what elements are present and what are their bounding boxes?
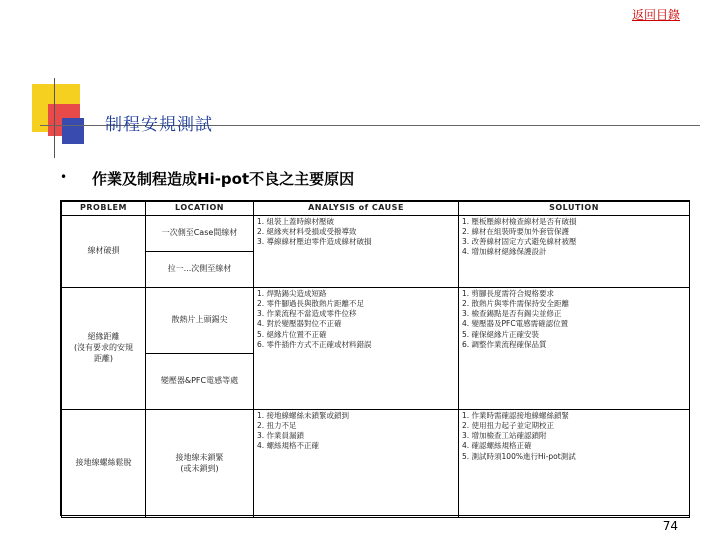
location-cell: 接地線未鎖緊 (或未鎖到) <box>146 410 254 518</box>
page-number: 74 <box>662 519 678 533</box>
header-analysis: ANALYSIS of CAUSE <box>254 202 459 216</box>
return-to-contents-link[interactable]: 返回目錄 <box>631 8 680 22</box>
bullet-marker: • <box>60 170 68 184</box>
solution-cell: 1. 作業時需確認接地線螺絲鎖緊 2. 使用扭力起子並定期校正 3. 增加檢查工站確認鎖附 4. 確認螺絲規格正確 5. 測試時須100%進行Hi-pot測試 <box>459 410 690 518</box>
location-cell: 拉一...次側至線材 <box>146 252 254 288</box>
problem-cell: 線材破損 <box>62 216 146 288</box>
cause-table-container <box>60 200 690 516</box>
header-solution: SOLUTION <box>459 202 690 216</box>
header-problem: PROBLEM <box>62 202 146 216</box>
solution-cell: 1. 剪腳長度需符合規格要求 2. 散熱片與零件需保持安全距離 3. 檢查錫點是否有錫尖並修正 4. 變壓器及PFC電感需確認位置 5. 確保絕緣片正確安裝 6. 調整作業流程確保品質 <box>459 288 690 410</box>
cause-analysis-table <box>61 201 690 518</box>
decorative-vertical-line <box>54 78 55 158</box>
location-cell: 一次側至Case間線材 <box>146 216 254 252</box>
table-header-row <box>62 202 690 216</box>
problem-cell: 接地線螺絲鬆脫 <box>62 410 146 518</box>
slide-title: 制程安規測試 <box>105 115 213 135</box>
analysis-cell: 1. 焊點錫尖造成短路 2. 零件腳過長與散熱片距離不足 3. 作業流程不當造成零件位移 4. 對於變壓器對位不正確 5. 絕緣片位置不正確 6. 零件插件方式不正確或材料錯誤 <box>254 288 459 410</box>
analysis-cell: 1. 接地線螺絲未鎖緊或鎖到 2. 扭力不足 3. 作業員漏鎖 4. 螺絲規格不正確 <box>254 410 459 518</box>
solution-cell: 1. 壓板壓線材檢查線材是否有破損 2. 線材在組裝時要加外套管保護 3. 改善線材固定方式避免線材被壓 4. 增加線材絕緣保護設計 <box>459 216 690 288</box>
problem-cell: 絕緣距離 (沒有要求的安規 距離) <box>62 288 146 410</box>
table-row <box>62 410 690 518</box>
section-subtitle: 作業及制程造成Hi-pot不良之主要原因 <box>92 170 355 188</box>
analysis-cell: 1. 組裝上蓋時線材壓破 2. 絕緣夾材料受損或受撥導致 3. 導線線材壓迫零件造成線材破損 <box>254 216 459 288</box>
header-location: LOCATION <box>146 202 254 216</box>
location-cell: 散熱片上頭錫尖 <box>146 288 254 354</box>
table-row <box>62 288 690 354</box>
decorative-blue-square <box>62 118 84 144</box>
table-row <box>62 216 690 252</box>
location-cell: 變壓器&PFC電感等處 <box>146 354 254 410</box>
